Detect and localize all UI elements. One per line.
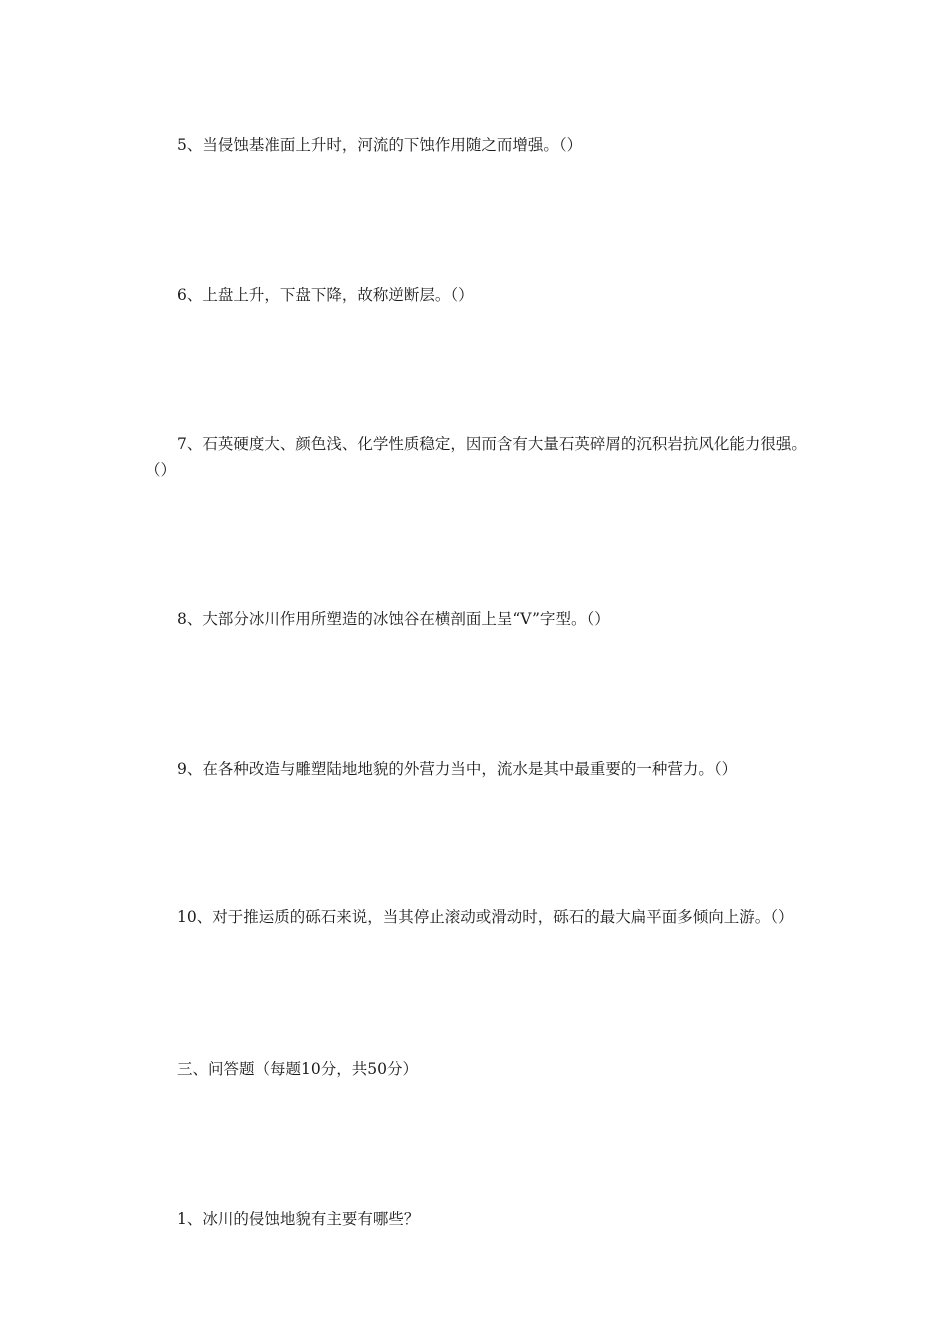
true-false-question-6: 6、上盘上升，下盘下降，故称逆断层。（） [177, 285, 474, 304]
true-false-question-8: 8、大部分冰川作用所塑造的冰蚀谷在横剖面上呈“V”字型。（） [177, 609, 610, 628]
true-false-question-10: 10、对于推运质的砾石来说，当其停止滚动或滑动时，砾石的最大扁平面多倾向上游。（） [177, 907, 794, 926]
true-false-question-9: 9、在各种改造与雕塑陆地地貌的外营力当中，流水是其中最重要的一种营力。（） [177, 759, 738, 778]
qa-question-1: 1、冰川的侵蚀地貌有主要有哪些？ [177, 1209, 420, 1228]
true-false-question-5: 5、当侵蚀基准面上升时，河流的下蚀作用随之而增强。（） [177, 135, 583, 154]
true-false-question-7: 7、石英硬度大、颜色浅、化学性质稳定，因而含有大量石英碎屑的沉积岩抗风化能力很强。（） [145, 434, 807, 479]
section-heading-qa: 三、问答题（每题10分，共50分） [177, 1059, 418, 1078]
